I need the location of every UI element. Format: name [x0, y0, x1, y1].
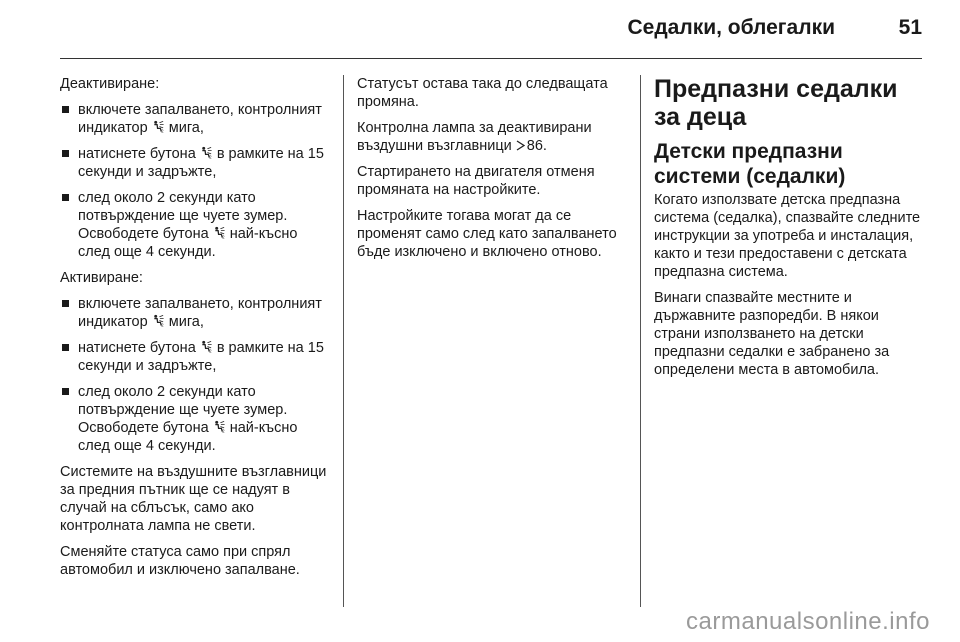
page-number: 51 — [898, 16, 922, 39]
activation-steps — [60, 295, 332, 455]
deactivation-steps — [60, 101, 332, 261]
column-divider-2 — [640, 75, 641, 607]
step-text-end: в рамките на 15 секунди и задръжте, — [78, 146, 324, 180]
reference-page-link[interactable]: 86. — [526, 138, 547, 154]
deactivation-step-2 — [60, 145, 332, 181]
child-restraint-instructions: Когато използвате детска предпазна система (седалка), спазвайте следните инструкции за употреба и инсталация, както и тези предоставени с детската предпазна система. — [654, 192, 921, 280]
section-title: Седалки, облегалки — [627, 16, 835, 39]
svg-text:2: 2 — [209, 348, 212, 353]
svg-text:2: 2 — [221, 234, 225, 239]
step-text-end: най-късно след още 4 секунди. — [78, 420, 298, 454]
engine-start-note: Стартирането на двигателя отменя промяната на настройките. — [357, 164, 595, 198]
subsection-heading: Детски предпазни системи (седалки) — [654, 140, 846, 188]
step-text: натиснете бутона — [78, 146, 200, 162]
activation-label: Активиране: — [60, 270, 143, 286]
watermark: carmanualsonline.info — [686, 608, 930, 635]
airbag-off-indicator-icon — [213, 420, 226, 433]
step-text: след около 2 секунди като потвърждение ще чуете зумер. Освободете бутона — [78, 384, 288, 436]
svg-text:2: 2 — [221, 428, 225, 433]
activation-step-1 — [60, 295, 332, 331]
deactivation-step-3 — [60, 189, 332, 261]
status-change-note: Сменяйте статуса само при спрял автомобил и изключено запалване. — [60, 544, 300, 578]
step-text-end: мига, — [164, 314, 204, 330]
airbag-off-indicator-icon — [213, 226, 226, 239]
section-heading: Предпазни седалки за деца — [654, 75, 898, 131]
indicator-reference-note — [357, 119, 627, 155]
activation-step-2 — [60, 339, 332, 375]
step-text: след около 2 секунди като потвърждение ще чуете зумер. Освободете бутона — [78, 190, 288, 242]
svg-text:2: 2 — [209, 154, 212, 159]
reference-text: Контролна лампа за деактивирани въздушни възглавници — [357, 120, 592, 154]
regulations-note: Винаги спазвайте местните и държавните разпоредби. В някои страни използването на детски предпазни седалки е забранено за определени места в автомобила. — [654, 290, 890, 378]
airbag-off-indicator-icon — [200, 340, 213, 353]
step-text-end: в рамките на 15 секунди и задръжте, — [78, 340, 324, 374]
step-text: включете запалването, контролният индикатор — [78, 296, 322, 330]
airbag-off-indicator-icon — [152, 314, 165, 327]
step-text-end: мига, — [164, 120, 204, 136]
column-right — [654, 75, 924, 387]
settings-change-note: Настройките тогава могат да се променят само след като запалването бъде изключено и включено отново. — [357, 208, 617, 260]
airbag-off-indicator-icon — [152, 120, 165, 133]
activation-step-3 — [60, 383, 332, 455]
svg-text:2: 2 — [161, 322, 164, 327]
step-text-end: най-късно след още 4 секунди. — [78, 226, 298, 260]
step-text: включете запалването, контролният индикатор — [78, 102, 322, 136]
svg-text:2: 2 — [161, 128, 164, 133]
page-reference-icon[interactable] — [516, 140, 525, 151]
airbag-off-indicator-icon — [200, 146, 213, 159]
step-text: натиснете бутона — [78, 340, 200, 356]
airbag-inflation-note: Системите на въздушните възглавници за предния пътник ще се надуят в случай на сблъсък, само ако контролната лампа не свети. — [60, 464, 327, 534]
column-left — [60, 75, 332, 587]
status-persistence-note: Статусът остава така до следващата промяна. — [357, 76, 608, 110]
column-divider-1 — [343, 75, 344, 607]
deactivation-step-1 — [60, 101, 332, 137]
column-middle — [357, 75, 627, 269]
header-divider — [60, 58, 922, 59]
deactivation-label: Деактивиране: — [60, 76, 160, 92]
